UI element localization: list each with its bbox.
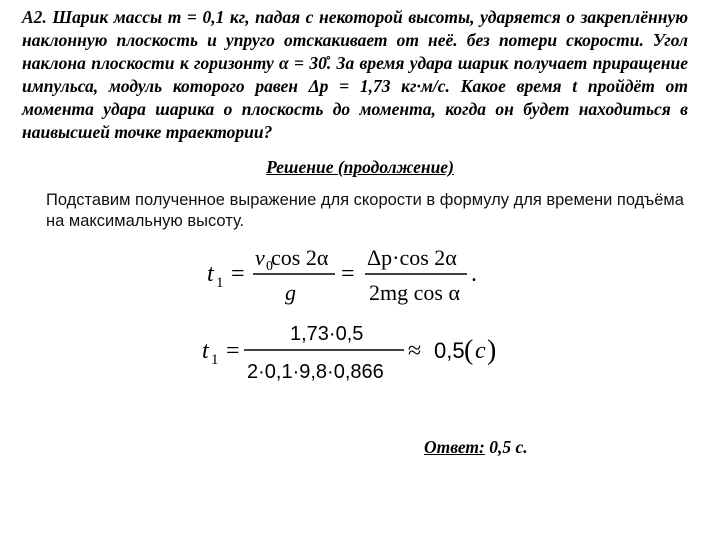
answer-value: 0,5 с. [484, 437, 528, 457]
formula2-unit: c [475, 338, 486, 364]
formula1-end: . [471, 261, 477, 287]
formula1-num1-rest: cos 2α [271, 245, 329, 270]
answer [424, 437, 528, 458]
formula2-lhs-sub: 1 [211, 352, 219, 368]
formula1-num1-v-sub: 0 [266, 259, 273, 274]
formula1-den1: g [285, 280, 296, 305]
formula2-equals: = [226, 338, 240, 364]
formula1-num1-v: v [255, 245, 265, 270]
formula2-numerator: 1,73·0,5 [290, 323, 364, 345]
problem-text: Шарик массы m = 0,1 кг, падая с некоторой высоты, ударяется о закреплённую наклонную плоскость и упруго отскакивает от неё. без потери скорости. Угол наклона плоскости к горизонту α = 30̊. За время удара шарик получает приращение импульса, модуль которого равен Δp = 1,73 кг·м/с. Какое время t пройдёт от момента удара шарика о плоскость до момента, когда он будет находиться в наивысшей точке траектории? [22, 7, 689, 142]
problem-label: А2. [22, 7, 47, 27]
formula-time-numeric [200, 318, 520, 384]
solution-title: Решение (продолжение) [266, 157, 454, 177]
formula1-den2: 2mg cos α [369, 280, 460, 305]
formula-time-expression [205, 244, 495, 306]
solution-text: Подставим полученное выражение для скорости в формулу для времени подъёма на максимальную высоту. [46, 191, 684, 230]
formula1-lhs-sub: 1 [216, 275, 224, 291]
formula1-lhs: t [207, 261, 214, 287]
formula2-approx: ≈ [408, 338, 422, 364]
formula2-lhs: t [202, 338, 209, 364]
formula2-denominator: 2·0,1·9,8·0,866 [247, 361, 384, 383]
formula2-rparen: ) [487, 335, 497, 366]
formula1-equals-2: = [341, 261, 355, 287]
formula1-equals-1: = [231, 261, 245, 287]
problem-statement [22, 6, 688, 144]
formula2-lparen: ( [464, 335, 474, 366]
formula2-result: 0,5 [434, 338, 465, 363]
formula1-num2: Δp·cos 2α [367, 245, 457, 270]
answer-label: Ответ: [424, 437, 485, 457]
